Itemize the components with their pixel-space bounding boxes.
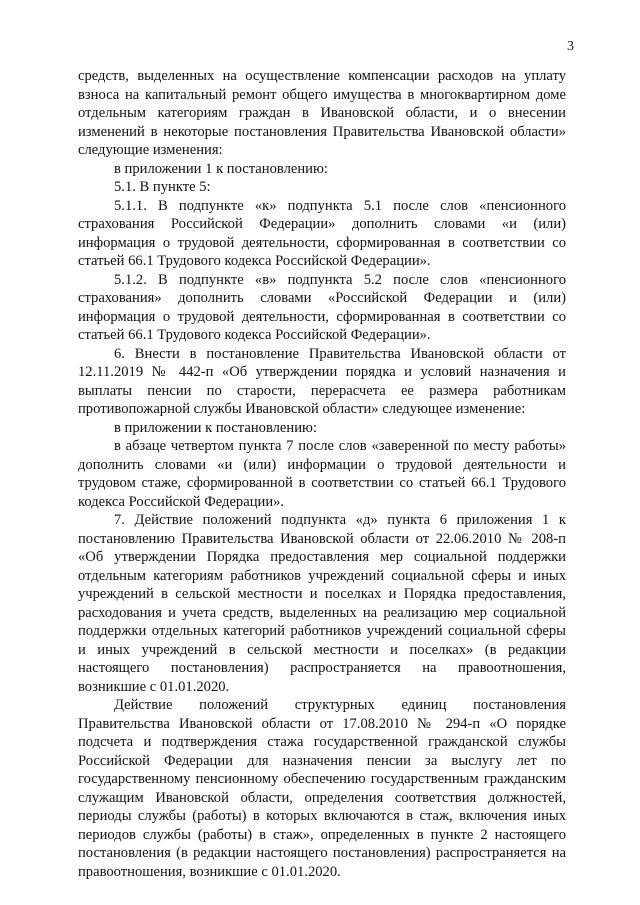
paragraph-5-1-2: 5.1.2. В подпункте «в» подпункта 5.2 после слов «пенсионного страхования» дополнить словами «Российской Федерации и (или) информация о трудовой деятельности, сформированная в соответствии со статьей 66.1 Трудового кодекса Российской Федерации». [78,271,566,343]
paragraph-effect: Действие положений структурных единиц постановления Правительства Ивановской области от 17.08.2010 № 294-п «О порядке подсчета и подтверждения стажа государственной гражданской службы Российской Федерации для назначения пенсии за выслугу лет по государственному пенсионному обеспечению государственным гражданским служащим Ивановской области, определения соответствия должностей, периоды службы (работы) в которых включаются в стаж, включения иных периодов службы (работы) в стаж», определенных в пункте 2 настоящего постановления (в редакции настоящего постановления) распространяется на правоотношения, возникшие с 01.01.2020. [78,697,566,880]
paragraph-6: 6. Внести в постановление Правительства Ивановской области от 12.11.2019 № 442-п «Об утверждении порядка и условий назначения и выплаты пенсии по старости, перерасчета ее размера работникам противопожарной службы Ивановской области» следующее изменение: [78,345,566,417]
paragraph-continuation: средств, выделенных на осуществление компенсации расходов на уплату взноса на капитальный ремонт общего имущества в многоквартирном доме отдельным категориям граждан в Ивановской области, и о внесении изменений в некоторые постановления Правительства Ивановской области» следующие изменения: [78,68,566,158]
paragraph-5-1-1: 5.1.1. В подпункте «к» подпункта 5.1 после слов «пенсионного страхования Российской Федерации» дополнить словами «и (или) информация о трудовой деятельности, сформированная в соответствии со статьей 66.1 Трудового кодекса Российской Федерации». [78,197,566,269]
paragraph-abzac-7: в абзаце четвертом пункта 7 после слов «заверенной по месту работы» дополнить словами «и (или) информации о трудовой деятельности и трудовом стаже, сформированной в соответствии со статьей 66.1 Трудового кодекса Российской Федерации». [78,438,566,510]
paragraph-5-1: 5.1. В пункте 5: [114,179,211,195]
paragraph-appendix: в приложении к постановлению: [114,419,317,436]
document-body [78,67,566,881]
page-number: 3 [567,39,574,54]
paragraph-7: 7. Действие положений подпункта «д» пункта 6 приложения 1 к постановлению Правительства Ивановской области от 22.06.2010 № 208-п «Об утверждении Порядка предоставления мер социальной поддержки отдельным категориям работников учреждений социальной сферы и иных учреждений в сельской местности и поселках и Порядка предоставления, расходования и учета средств, выделенных на реализацию мер социальной поддержки отдельных категорий работников учреждений социальной сферы и иных учреждений в сельской местности и поселках» (в редакции настоящего постановления) распространяется на правоотношения, возникшие с 01.01.2020. [78,512,566,695]
paragraph-appendix-1: в приложении 1 к постановлению: [114,160,328,177]
